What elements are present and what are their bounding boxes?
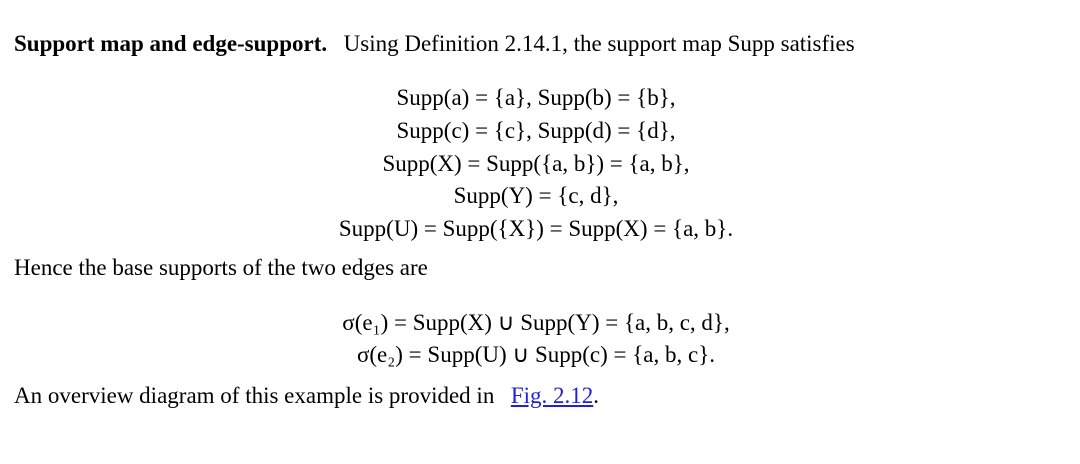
equation-line-5-text: Supp(U) = Supp({X}) = Supp(X) = {a, b}. — [338, 215, 734, 241]
closing-paragraph — [14, 380, 1058, 412]
equation-line-4-text: Supp(Y) = {c, d}, — [453, 183, 619, 209]
figure-reference-link[interactable]: Fig. 2.12 — [510, 383, 594, 409]
intro-text: Using Definition 2.14.1, the support map Supp satisfies — [343, 31, 855, 56]
paragraph-lead-title: Support map and edge-support. — [14, 31, 328, 56]
equation-line-4 — [14, 180, 1058, 213]
equation-line-5 — [14, 213, 1058, 246]
closing-prefix: An overview diagram of this example is provided in — [14, 383, 495, 409]
equation-line-7-text: σ(e₂) = Supp(U) ∪ Supp(c) = {a, b, c}. — [356, 342, 715, 368]
equation-line-2-text: Supp(c) = {c}, Supp(d) = {d}, — [396, 118, 676, 144]
closing-suffix: . — [593, 383, 600, 409]
equation-line-6-text: σ(e₁) = Supp(X) ∪ Supp(Y) = {a, b, c, d}, — [342, 309, 730, 335]
equation-line-7 — [14, 339, 1058, 372]
intro-paragraph — [14, 29, 1058, 59]
middle-paragraph: Hence the base supports of the two edges are — [14, 254, 428, 280]
equation-line-2 — [14, 115, 1058, 148]
equation-line-1 — [14, 82, 1058, 115]
equation-line-1-text: Supp(a) = {a}, Supp(b) = {b}, — [396, 85, 676, 111]
equation-block-supports — [14, 82, 1058, 245]
equation-line-3-text: Supp(X) = Supp({a, b}) = {a, b}, — [382, 150, 690, 176]
equation-block-edge-supports — [14, 307, 1058, 372]
equation-line-3 — [14, 148, 1058, 181]
equation-line-6 — [14, 307, 1058, 340]
